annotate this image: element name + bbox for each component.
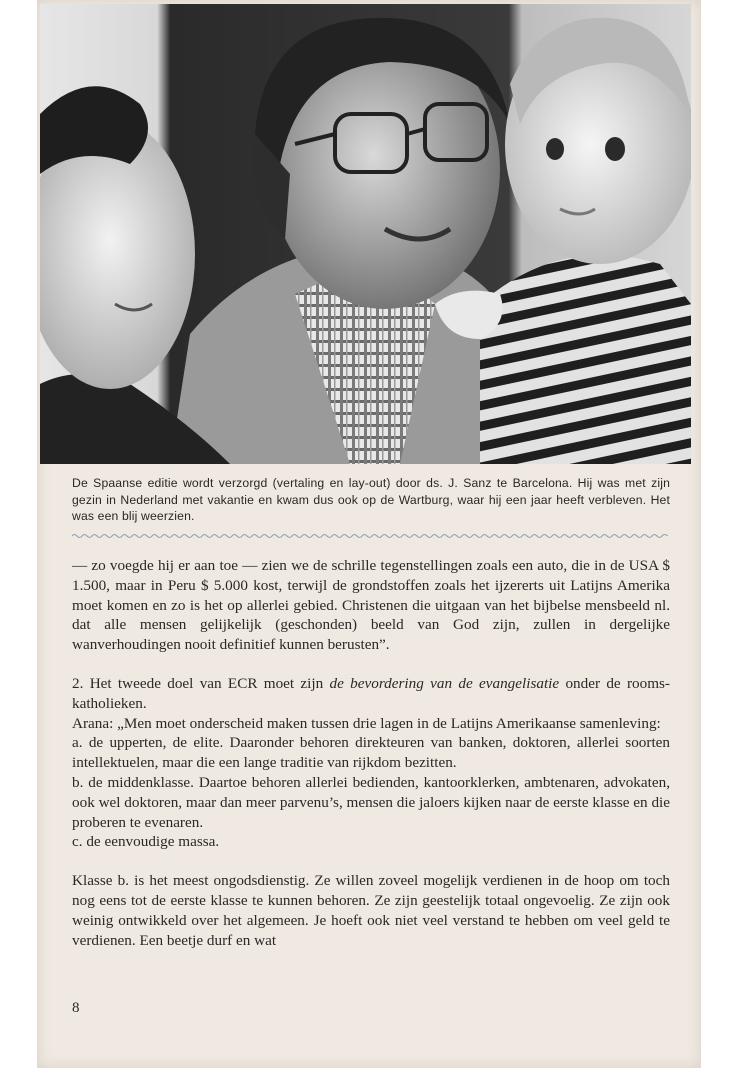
- paragraph-class-b-analysis: Klasse b. is het meest ongodsdienstig. Ze willen zoveel mogelijk verdienen in de hoop om toch nog eens tot de eerste klasse te kunnen behoren. Ze zijn geestelijk totaal ongevoelig. Ze zijn ook weinig ontwikkeld over het algemeen. Je hoeft ook niet veel verstand te hebben om veel geld te verdienen. Een beetje durf en wat: [72, 872, 670, 949]
- paragraph-class-c: c. de eenvoudige massa.: [72, 833, 220, 851]
- paragraph-quote-continuation: — zo voegde hij er aan toe — zien we de schrille tegenstellingen zoals een auto, die in de USA $ 1.500, maar in Peru $ 5.000 kost, terwijl de grondstoffen zoals het ijzererts uit Latijns Amerika moet komen en zo is het op allerlei gebied. Christenen die uitgaan van het bijbelse mensbeeld nl. dat alle mensen gelijkelijk (geschonden) beeld van God zijn, zullen in dergelijke wanverhoudingen nooit definitief kunnen berusten”.: [72, 557, 670, 654]
- photo-caption: De Spaanse editie wordt verzorgd (vertaling en lay-out) door ds. J. Sanz te Barcelona. Hij was met zijn gezin in Nederland met vakantie en kwam dus ook op de Wartburg, waar hij een jaar heeft verbleven. Het was een blij weerzien.: [72, 476, 670, 523]
- page-number: 8: [72, 1000, 80, 1016]
- wavy-divider: [72, 533, 668, 539]
- paragraph-second-goal: 2. Het tweede doel van ECR moet zijn de bevordering van de evangelisatie onder de rooms-katholieken.: [72, 674, 670, 712]
- paragraph-class-a: a. de upperten, de elite. Daaronder behoren direkteuren van banken, doktoren, allerlei soorten intellektuelen, maar die een lange traditie van rijkdom bezitten.: [72, 734, 670, 772]
- paragraph-class-b: b. de middenklasse. Daartoe behoren allerlei bedienden, kantoorklerken, ambtenaren, advokaten, ook wel doktoren, maar dan meer parvenu’s, mensen die jaloers kijken naar de eerste klasse en die proberen te evenaren.: [72, 773, 670, 831]
- paragraph-arana-quote: Arana: „Men moet onderscheid maken tussen drie lagen in de Latijns Amerikaanse samenleving:: [72, 714, 661, 732]
- family-photo: [40, 4, 691, 464]
- photo-illustration: [40, 4, 691, 464]
- emphasis-evangelisation: de bevordering van de evangelisatie: [329, 674, 560, 692]
- article-body: [72, 556, 670, 950]
